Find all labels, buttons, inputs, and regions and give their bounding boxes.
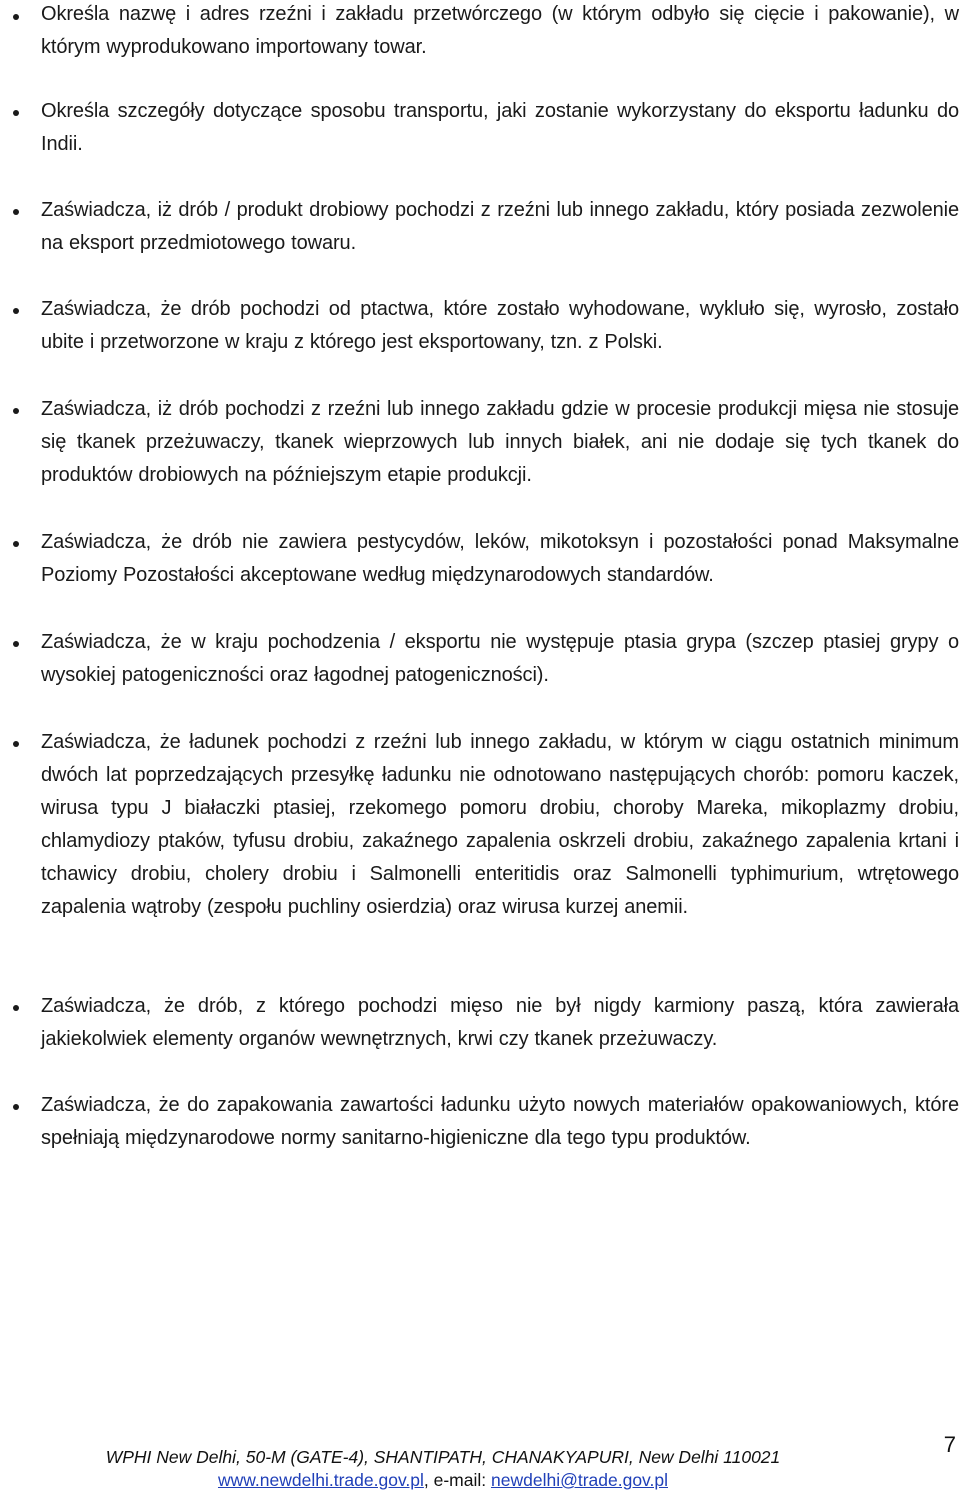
- bullet-dot-icon: [13, 641, 19, 647]
- list-item-text: Zaświadcza, że w kraju pochodzenia / eksportu nie występuje ptasia grypa (szczep ptasiej grypy o wysokiej patogeniczności oraz łagodnej patogeniczności).: [41, 631, 959, 686]
- website-link[interactable]: www.newdelhi.trade.gov.pl: [217, 1470, 424, 1490]
- list-item-text: Zaświadcza, iż drób pochodzi z rzeźni lub innego zakładu gdzie w procesie produkcji mięsa nie stosuje się tkanek przeżuwaczy, tkanek wieprzowych lub innych białek, ani nie dodaje się tych tkanek do produktów drobiowych na późniejszym etapie produkcji.: [41, 398, 959, 486]
- bullet-dot-icon: [13, 308, 19, 314]
- bullet-dot-icon: [13, 110, 19, 116]
- bullet-dot-icon: [13, 14, 19, 20]
- email-link[interactable]: newdelhi@trade.gov.pl: [491, 1470, 668, 1490]
- bullet-dot-icon: [13, 408, 19, 414]
- footer-contact: [0, 1470, 886, 1490]
- list-item-text: Zaświadcza, że do zapakowania zawartości ładunku użyto nowych materiałów opakowaniowych, które spełniają międzynarodowe normy sanitarno-higieniczne dla tego typu produktów.: [41, 1094, 959, 1149]
- list-item-text: Zaświadcza, że drób nie zawiera pestycydów, leków, mikotoksyn i pozostałości ponad Maksymalne Poziomy Pozostałości akceptowane według międzynarodowych standardów.: [41, 531, 959, 586]
- list-item-text: Określa szczegóły dotyczące sposobu transportu, jaki zostanie wykorzystany do eksportu ładunku do Indii.: [41, 100, 959, 155]
- page-number: 7: [943, 1432, 956, 1457]
- list-item-text: Zaświadcza, że ładunek pochodzi z rzeźni lub innego zakładu, w którym w ciągu ostatnich minimum dwóch lat poprzedzających przesyłkę ładunku nie odnotowano następujących chorób: pomoru kaczek, wirusa typu J białaczki ptasiej, rzekomego pomoru drobiu, choroby Mareka, mikoplazmy drobiu, chlamydiozy ptaków, tyfusu drobiu, zakaźnego zapalenia oskrzeli drobiu, zakaźnego zapalenia krtani i tchawicy drobiu, cholery drobiu i Salmonelli enteritidis oraz Salmonelli typhimurium, wtrętowego zapalenia wątroby (zespołu puchliny osierdzia) oraz wirusa kurzej anemii.: [41, 731, 959, 918]
- list-item-text: Określa nazwę i adres rzeźni i zakładu przetwórczego (w którym odbyło się cięcie i pakowanie), w którym wyprodukowano importowany towar.: [41, 3, 959, 58]
- bullet-dot-icon: [13, 209, 19, 215]
- list-item-text: Zaświadcza, że drób, z którego pochodzi mięso nie był nigdy karmiony paszą, która zawierała jakiekolwiek elementy organów wewnętrznych, krwi czy tkanek przeżuwaczy.: [41, 995, 959, 1050]
- bullet-dot-icon: [13, 741, 19, 747]
- bullet-dot-icon: [13, 541, 19, 547]
- list-item-text: Zaświadcza, że drób pochodzi od ptactwa, które zostało wyhodowane, wykluło się, wyrosło, zostało ubite i przetworzone w kraju z którego jest eksportowany, tzn. z Polski.: [41, 298, 959, 353]
- bullet-dot-icon: [13, 1005, 19, 1011]
- bullet-dot-icon: [13, 1104, 19, 1110]
- list-item-text: Zaświadcza, iż drób / produkt drobiowy pochodzi z rzeźni lub innego zakładu, który posiada zezwolenie na eksport przedmiotowego towaru.: [41, 199, 959, 254]
- contact-separator: , e-mail:: [423, 1470, 491, 1490]
- footer-address: WPHI New Delhi, 50-M (GATE-4), SHANTIPATH, CHANAKYAPURI, New Delhi 110021: [105, 1447, 781, 1467]
